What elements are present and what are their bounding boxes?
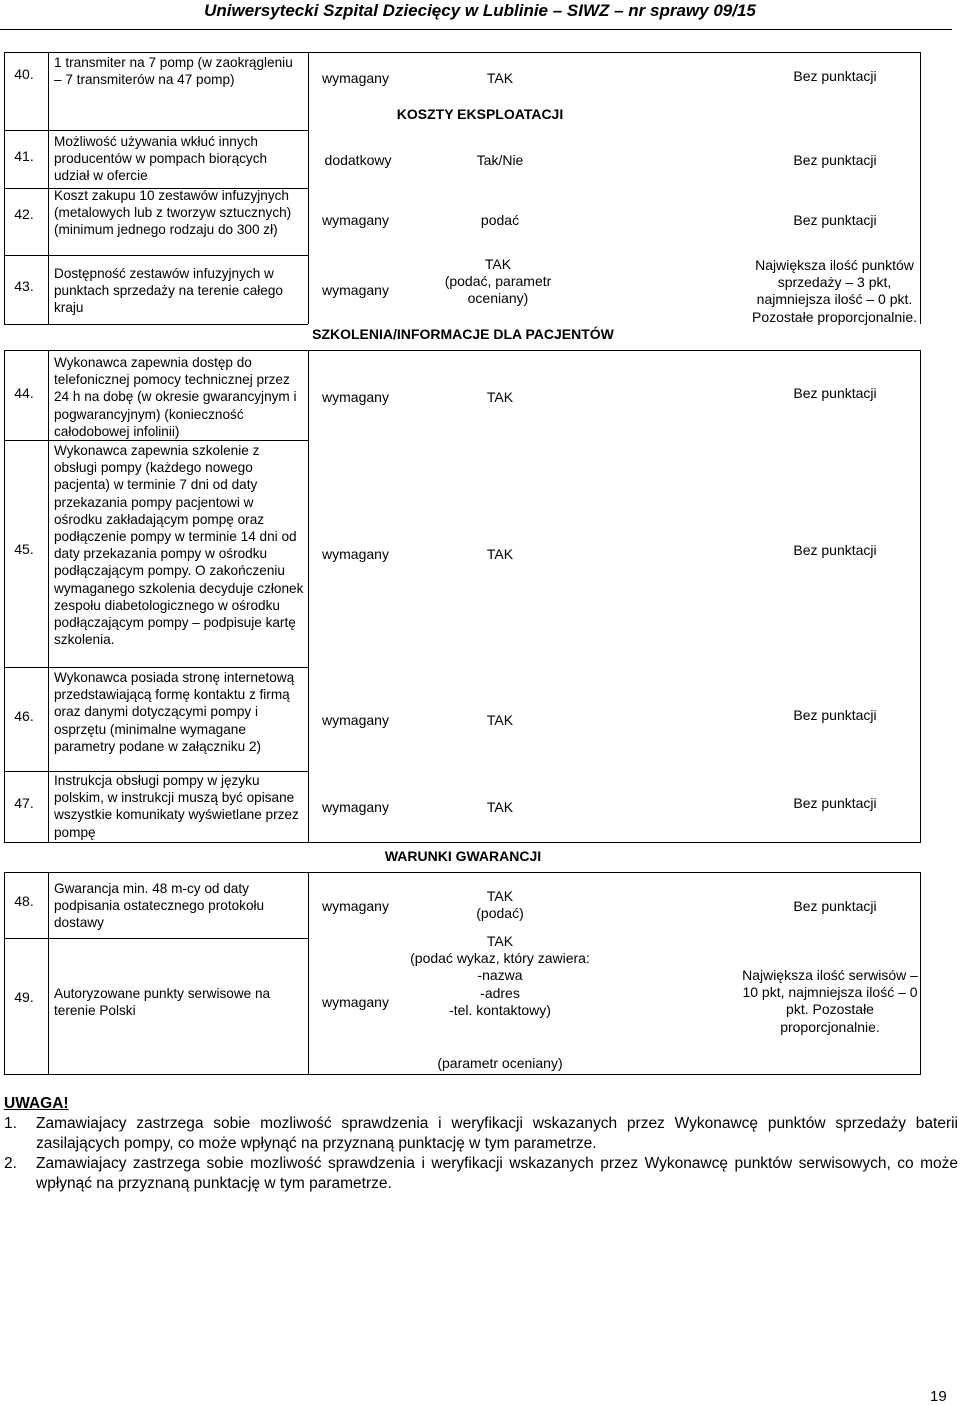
row-number: 40. — [14, 66, 34, 82]
section-costs: KOSZTY EKSPLOATACJI — [396, 106, 564, 122]
row-requirement: wymagany — [322, 70, 389, 86]
row-scoring: Bez punktacji — [793, 68, 877, 84]
row-number: 48. — [14, 893, 34, 909]
row-number: 44. — [14, 385, 34, 401]
note-item — [4, 1114, 958, 1154]
row-description: Wykonawca zapewnia dostęp do telefonicznej pomocy technicznej przez 24 h na dobę (w okresie gwarancyjnym i pogwarancyjnym) (konieczność całodobowej infolinii) — [54, 355, 297, 439]
row-requirement: wymagany — [322, 898, 389, 914]
note-text: Zamawiajacy zastrzega sobie mozliwość sprawdzenia i weryfikacji wskazanych przez Wykonawcę punktów serwisowych, co może wpłynąć na przyznaną punktację w tym parametrze. — [36, 1155, 958, 1192]
row-requirement: wymagany — [322, 389, 389, 405]
row-scoring: Bez punktacji — [793, 385, 877, 401]
row-requirement: wymagany — [322, 282, 389, 298]
row-description: Wykonawca zapewnia szkolenie z obsługi pompy (każdego nowego pacjenta) w terminie 7 dni od daty przekazania pompy pacjentowi w ośrodku zakładającym pompę oraz podłączenie pompy w terminie 14 dni od daty przekazania pompy w ośrodku podłączającym pompy. O zakończeniu wymaganego szkolenia decyduje członek zespołu diabetologicznego w ośrodku podłączającym pompy – podpisuje kartę szkolenia. — [54, 443, 304, 648]
row-number: 49. — [14, 989, 34, 1005]
row-scoring: Bez punktacji — [793, 542, 877, 558]
row-requirement: wymagany — [322, 546, 389, 562]
row-number: 43. — [14, 278, 34, 294]
note-number: 2. — [4, 1155, 17, 1172]
row-number: 46. — [14, 708, 34, 724]
row-value: TAK — [486, 799, 514, 815]
row-value: Tak/Nie — [476, 152, 524, 168]
row-requirement: wymagany — [322, 994, 389, 1010]
row-scoring: Bez punktacji — [793, 212, 877, 228]
section-training: SZKOLENIA/INFORMACJE DLA PACJENTÓW — [312, 326, 614, 342]
note-text: Zamawiajacy zastrzega sobie mozliwość sprawdzenia i weryfikacji wskazanych przez Wykonawcę punktów sprzedaży baterii zasilających pompy, co może wpłynąć na przyznaną punktację w tym parametrze. — [36, 1115, 958, 1152]
header-rule — [0, 29, 952, 30]
note-number: 1. — [4, 1115, 17, 1132]
header-title: Uniwersytecki Szpital Dziecięcy w Lublinie – SIWZ – nr sprawy 09/15 — [204, 1, 756, 20]
row-value: podać — [480, 212, 520, 228]
row-value: TAK — [486, 712, 514, 728]
row-number: 45. — [14, 541, 34, 557]
row-value: TAK — [486, 546, 514, 562]
row-scoring: Największa ilość serwisów – 10 pkt, najmniejsza ilość – 0 pkt. Pozostałe proporcjonalnie. — [742, 967, 918, 1035]
notes-title: UWAGA! — [4, 1095, 69, 1112]
row-value: TAK (podać) — [476, 888, 524, 922]
row-scoring: Największa ilość punktów sprzedaży – 3 pkt, najmniejsza ilość – 0 pkt. Pozostałe proporcjonalnie. — [752, 257, 917, 325]
row-description: Autoryzowane punkty serwisowe na terenie Polski — [54, 986, 271, 1019]
note-item — [4, 1154, 958, 1194]
row-value: TAK — [486, 389, 514, 405]
row-requirement: wymagany — [322, 212, 389, 228]
page-number: 19 — [930, 1388, 947, 1405]
row-description: Dostępność zestawów infuzyjnych w punktach sprzedaży na terenie całego kraju — [54, 266, 283, 316]
row-scoring: Bez punktacji — [793, 898, 877, 914]
row-description: Możliwość używania wkłuć innych producentów w pompach biorących udział w ofercie — [54, 134, 268, 184]
row-scoring: Bez punktacji — [793, 152, 877, 168]
row-number: 41. — [14, 148, 34, 164]
row-scoring: Bez punktacji — [793, 707, 877, 723]
row-description: Wykonawca posiada stronę internetową przedstawiającą formę kontaktu z firmą oraz danymi dotyczącymi pompy i osprzętu (minimalne wymagane parametry podane w załączniku 2) — [54, 670, 295, 754]
row-number: 42. — [14, 206, 34, 222]
section-warranty: WARUNKI GWARANCJI — [384, 848, 542, 864]
row-requirement: wymagany — [322, 799, 389, 815]
row-extra-note: (parametr oceniany) — [437, 1055, 563, 1071]
row-value: TAK (podać, parametr oceniany) — [444, 256, 552, 307]
notes-section — [4, 1094, 958, 1194]
row-requirement: dodatkowy — [324, 152, 392, 168]
row-number: 47. — [14, 795, 34, 811]
row-requirement: wymagany — [322, 712, 389, 728]
row-description: 1 transmiter na 7 pomp (w zaokrągleniu – 7 transmiterów na 47 pomp) — [54, 55, 293, 88]
page-header — [0, 0, 960, 26]
row-value: TAK (podać wykaz, który zawiera: -nazwa -adres -tel. kontaktowy) — [410, 933, 590, 1018]
row-scoring: Bez punktacji — [793, 795, 877, 811]
row-value: TAK — [486, 70, 514, 86]
row-description: Koszt zakupu 10 zestawów infuzyjnych (metalowych lub z tworzyw sztucznych) (minimum jednego rodzaju do 300 zł) — [54, 188, 292, 238]
row-description: Instrukcja obsługi pompy w języku polskim, w instrukcji muszą być opisane wszystkie komunikaty wyświetlane przez pompę — [54, 773, 299, 840]
row-description: Gwarancja min. 48 m-cy od daty podpisania ostatecznego protokołu dostawy — [54, 881, 265, 931]
